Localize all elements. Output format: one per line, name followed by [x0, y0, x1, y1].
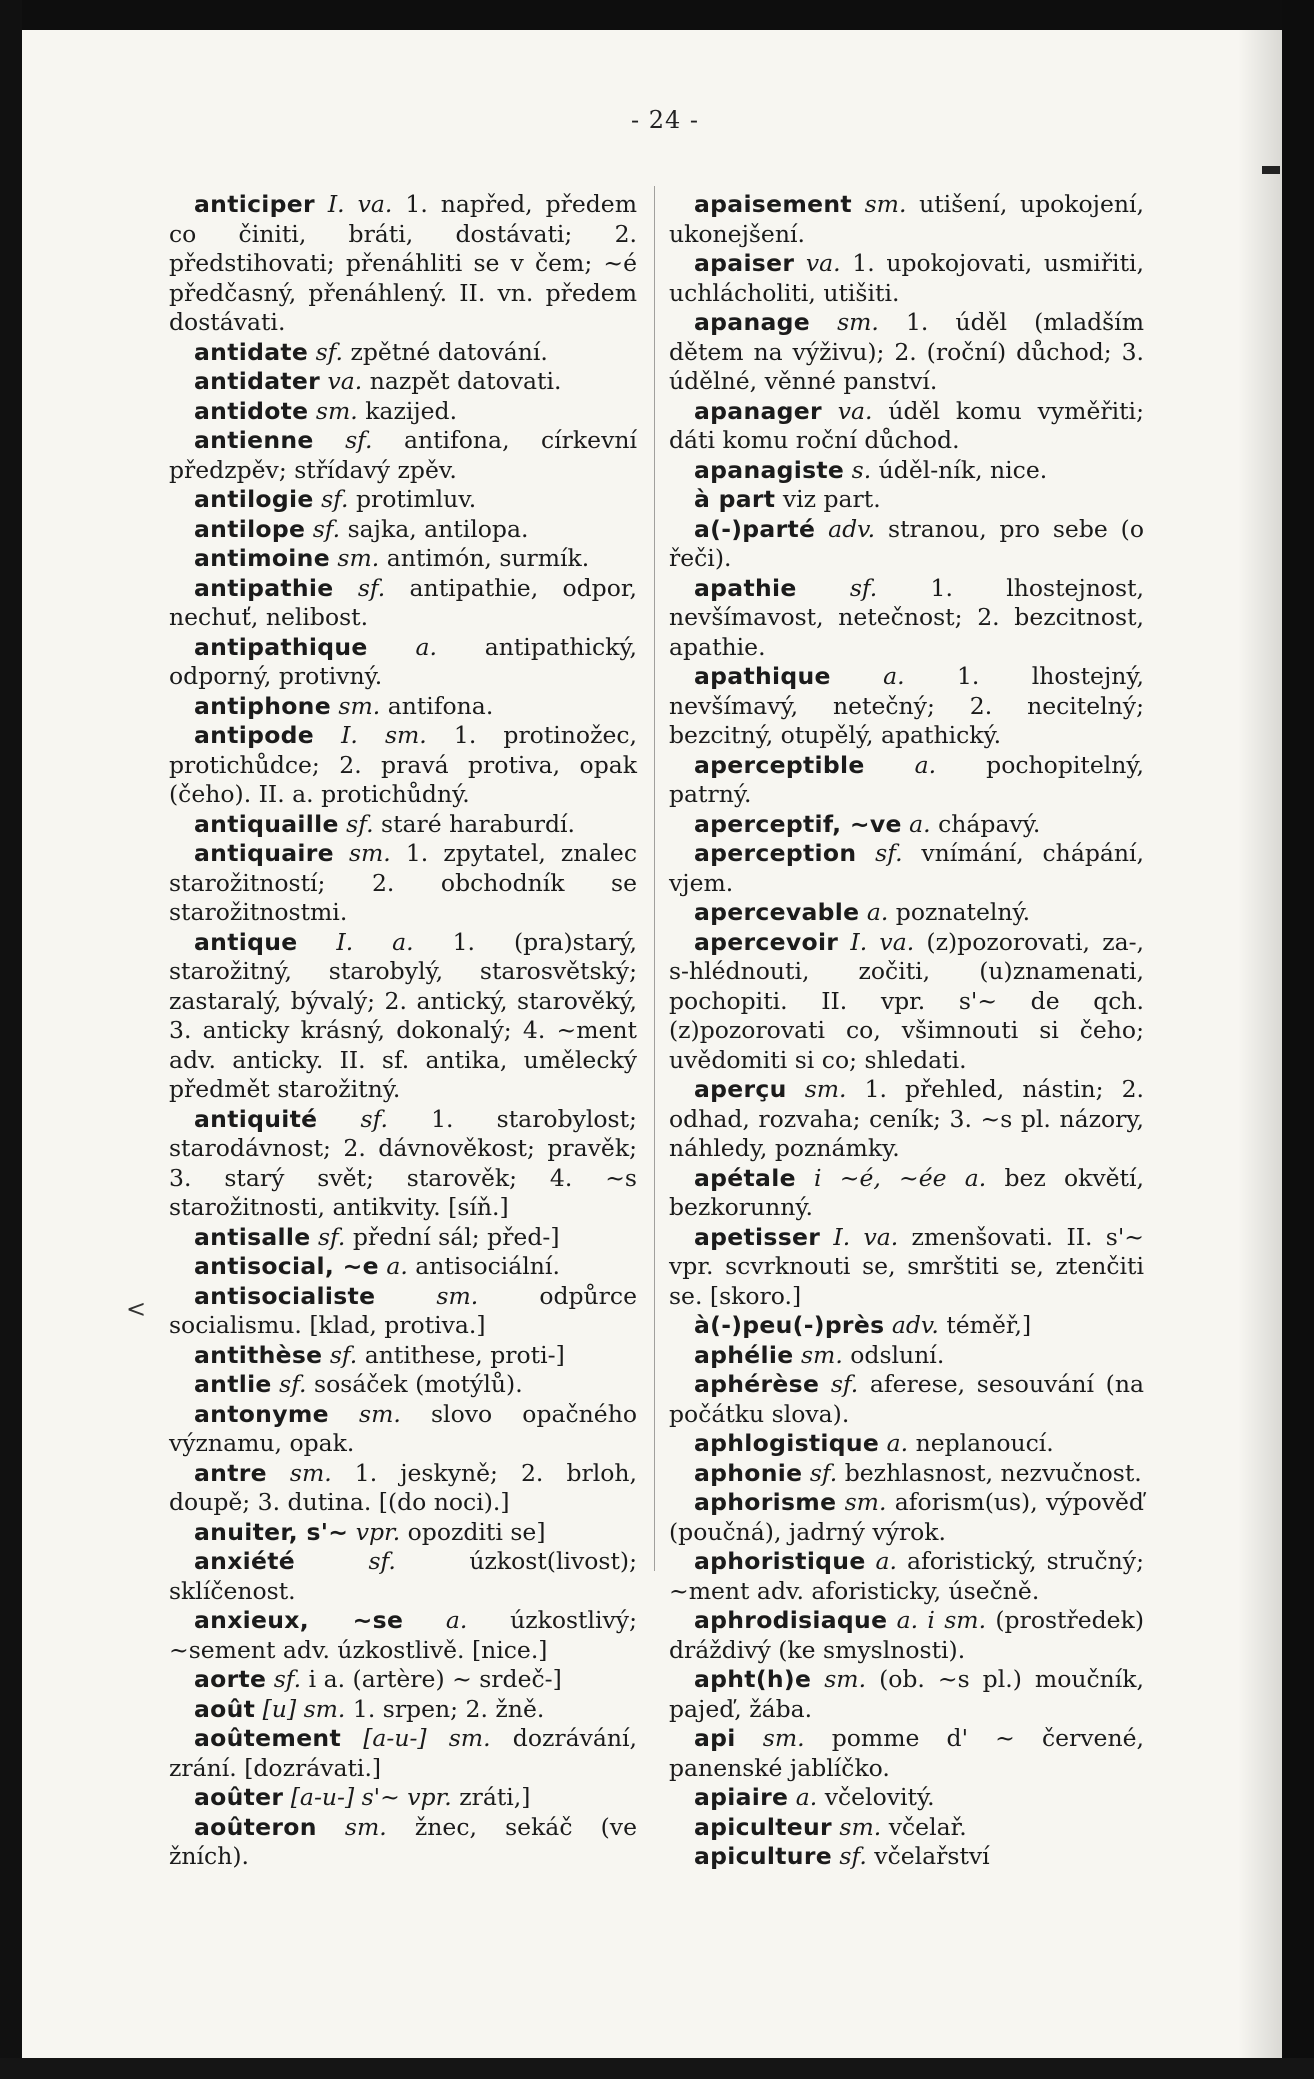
dictionary-entry: [669, 308, 1144, 397]
entry-headword: api: [694, 1724, 736, 1752]
entry-definition: 1. napřed, předem co činiti, bráti, dostávati; 2. předstihovati; přenáhliti se v čem; ~é předčasný, přenáhlený. II. vn. předem dostávati.: [169, 190, 638, 336]
dictionary-entry: [669, 1223, 1144, 1312]
dictionary-entry: [169, 367, 637, 397]
dictionary-column-left: [169, 190, 637, 1872]
dictionary-entry: [669, 810, 1144, 840]
dictionary-entry: [169, 544, 637, 574]
entry-definition: nazpět datovati.: [362, 367, 562, 395]
entry-headword: apiculteur: [694, 1812, 832, 1841]
dictionary-entry: [169, 839, 637, 928]
dictionary-entry: [169, 1341, 637, 1371]
entry-grammar: sm.: [810, 308, 879, 336]
entry-grammar: a.: [378, 1252, 408, 1280]
dictionary-column-right: [669, 190, 1144, 1872]
entry-grammar: a.: [865, 1547, 898, 1575]
entry-grammar: sf.: [310, 1222, 346, 1251]
dictionary-entry: [169, 633, 637, 692]
entry-headword: aoûtement: [194, 1724, 341, 1752]
dictionary-entry: [669, 1547, 1144, 1606]
entry-definition: odpůrce socialismu. [klad, protiva.]: [169, 1281, 637, 1339]
dictionary-entry: [169, 426, 637, 485]
page-gutter-shadow: [1238, 30, 1282, 2058]
entry-grammar: va.: [794, 249, 841, 277]
entry-definition: bez okvětí, bezkorunný.: [669, 1163, 1144, 1221]
scan-border-left: [0, 0, 22, 2079]
entry-headword: apercevoir: [694, 927, 839, 956]
dictionary-entry: [169, 721, 637, 810]
entry-grammar: I. sm.: [314, 721, 427, 749]
entry-definition: úděl komu vyměřiti; dáti komu roční důchod.: [669, 396, 1144, 454]
entry-definition: aforistický, stručný; ~ment adv. aforisticky, úsečně.: [669, 1547, 1144, 1605]
entry-headword: antiquité: [194, 1104, 318, 1133]
entry-definition: žnec, sekáč (ve žních).: [169, 1812, 637, 1870]
entry-headword: apathique: [694, 662, 831, 690]
entry-definition: 1. protinožec, protichůdce; 2. pravá protiva, opak (čeho). II. a. protichůdný.: [169, 721, 637, 808]
dictionary-entry: [669, 839, 1144, 898]
entry-grammar: sm.: [308, 396, 358, 425]
entry-headword: antiphone: [194, 691, 331, 720]
entry-definition: pochopitelný, patrný.: [669, 750, 1145, 808]
entry-headword: aphélie: [694, 1340, 794, 1369]
dictionary-entry: [669, 751, 1144, 810]
entry-definition: 1. starobylost; starodávnost; 2. dávnověkost; pravěk; 3. starý svět; starověk; 4. ~s starožitnosti, antikvity. [síň.]: [169, 1104, 637, 1221]
entry-headword: antiquaire: [194, 839, 334, 867]
entry-definition: sajka, antilopa.: [340, 514, 529, 543]
dictionary-entry: [669, 1370, 1144, 1429]
entry-headword: antiquaille: [194, 809, 339, 838]
fold-mark: [1262, 166, 1280, 174]
entry-headword: antique: [194, 927, 298, 956]
entry-definition: (z)pozorovati, za-, s-hlédnouti, zočiti, (u)znamenati, pochopiti. II. vpr. s'~ de qch. (z)pozorovati co, všimnouti si čeho; uvědomiti si co; shledati.: [669, 927, 1145, 1074]
entry-headword: antipathique: [194, 632, 368, 661]
dictionary-entry: [669, 1724, 1144, 1783]
entry-headword: août: [194, 1694, 256, 1723]
dictionary-entry: [169, 1518, 637, 1548]
dictionary-entry: [169, 1547, 637, 1606]
entry-grammar: [a-u-] s'~ vpr.: [283, 1783, 452, 1811]
entry-headword: aperceptif, ~ve: [694, 809, 902, 838]
entry-headword: à(-)peu(-)près: [694, 1311, 885, 1339]
column-divider: [654, 186, 655, 1571]
dictionary-entry: [669, 1665, 1144, 1724]
entry-definition: stranou, pro sebe (o řeči).: [669, 514, 1144, 572]
entry-headword: aphonie: [694, 1458, 803, 1487]
entry-grammar: a.: [864, 750, 937, 779]
dictionary-entry: [669, 662, 1144, 751]
entry-definition: 1. jeskyně; 2. brloh, doupě; 3. dutina. [(do noci).]: [169, 1458, 637, 1516]
entry-headword: aphoristique: [694, 1547, 866, 1575]
dictionary-entry: [169, 485, 637, 515]
dictionary-entry: [169, 397, 637, 427]
entry-definition: aforism(us), výpověď (poučná), jadrný výrok.: [669, 1488, 1144, 1546]
dictionary-entry: [669, 898, 1144, 928]
dictionary-entry: [169, 1783, 637, 1813]
entry-grammar: sm.: [375, 1281, 479, 1310]
entry-headword: aperception: [694, 839, 857, 867]
entry-grammar: sf.: [313, 485, 349, 513]
entry-headword: aphérèse: [694, 1370, 820, 1398]
entry-grammar: adv.: [815, 514, 876, 543]
entry-definition: úděl-ník, nice.: [871, 455, 1048, 484]
entry-grammar: sm.: [266, 1458, 332, 1487]
entry-headword: antlie: [194, 1370, 272, 1398]
entry-definition: zráti,]: [451, 1783, 531, 1811]
entry-grammar: a.: [859, 898, 889, 926]
entry-grammar: I. va.: [820, 1222, 899, 1251]
entry-headword: apaiser: [694, 249, 795, 277]
entry-definition: sosáček (motýlů).: [306, 1370, 523, 1398]
dictionary-entry: [169, 1724, 637, 1783]
entry-headword: antre: [194, 1458, 267, 1487]
entry-headword: apanage: [694, 308, 810, 336]
entry-headword: aoûter: [194, 1783, 284, 1811]
entry-headword: antonyme: [194, 1399, 329, 1428]
entry-definition: bezhlasnost, nezvučnost.: [837, 1458, 1142, 1487]
entry-headword: apetisser: [694, 1222, 821, 1251]
dictionary-entry: [169, 515, 637, 545]
entry-definition: úzkostlivý; ~sement adv. úzkostlivě. [nice.]: [169, 1606, 637, 1664]
entry-headword: antidate: [194, 337, 309, 366]
dictionary-entry: [669, 1164, 1144, 1223]
entry-grammar: [u] sm.: [255, 1694, 346, 1723]
entry-definition: 1. zpytatel, znalec starožitností; 2. obchodník se starožitnostmi.: [169, 839, 637, 926]
entry-definition: odsluní.: [842, 1340, 945, 1369]
entry-grammar: a.: [367, 632, 437, 661]
entry-headword: antilope: [194, 514, 306, 543]
entry-grammar: sm.: [330, 691, 381, 720]
dictionary-entry: [169, 1282, 637, 1341]
entry-definition: 1. úděl (mladším dětem na výživu); 2. (roční) důchod; 3. údělné, věnné panství.: [669, 308, 1144, 395]
dictionary-entry: [669, 1606, 1144, 1665]
entry-definition: 1. (pra)starý, starožitný, starobylý, starosvětský; zastaralý, bývalý; 2. antický, starověký, 3. anticky krásný, dokonalý; 4. ~ment adv. anticky. II. sf. antika, umělecký předmět starožitný.: [169, 927, 637, 1103]
dictionary-entry: [169, 1606, 637, 1665]
entry-grammar: sm.: [831, 1812, 882, 1841]
entry-grammar: sf.: [338, 809, 374, 838]
entry-grammar: sm.: [333, 839, 391, 867]
entry-definition: 1. přehled, nástin; 2. odhad, rozvaha; ceník; 3. ~s pl. názory, náhledy, poznámky.: [669, 1075, 1144, 1162]
entry-grammar: sm.: [851, 190, 907, 218]
entry-definition: staré haraburdí.: [373, 809, 576, 838]
dictionary-entry: [169, 338, 637, 368]
entry-definition: 1. lhostejný, nevšímavý, netečný; 2. necitelný; bezcitný, otupělý, apathický.: [669, 662, 1144, 749]
entry-definition: antimón, surmík.: [379, 544, 590, 572]
entry-headword: aoûteron: [194, 1812, 317, 1841]
entry-grammar: sm.: [316, 1812, 387, 1841]
entry-grammar: va.: [821, 396, 873, 425]
entry-definition: antithese, proti-]: [357, 1340, 565, 1369]
entry-grammar: va.: [320, 367, 363, 395]
dictionary-entry: [669, 515, 1144, 574]
dictionary-entry: [169, 1813, 637, 1872]
entry-headword: antilogie: [194, 485, 314, 513]
entry-headword: antisocial, ~e: [194, 1252, 379, 1280]
entry-grammar: a.: [830, 662, 905, 690]
entry-headword: aperçu: [694, 1075, 787, 1103]
entry-grammar: I. va.: [838, 927, 915, 956]
entry-definition: protimluv.: [348, 485, 477, 513]
dictionary-entry: [169, 1400, 637, 1459]
dictionary-entry: [169, 1665, 637, 1695]
dictionary-entry: [669, 1459, 1144, 1489]
entry-definition: chápavý.: [930, 809, 1041, 838]
entry-definition: 1. srpen; 2. žně.: [345, 1694, 545, 1723]
entry-grammar: I. va.: [314, 190, 393, 218]
dictionary-entry: [169, 190, 637, 338]
entry-headword: apanager: [694, 396, 822, 425]
entry-definition: (ob. ~s pl.) moučník, pajeď, žába.: [669, 1665, 1144, 1723]
dictionary-entry: [669, 485, 1144, 515]
entry-grammar: I. a.: [297, 927, 414, 956]
entry-definition: včelař.: [881, 1812, 967, 1841]
entry-grammar: sm.: [836, 1488, 887, 1516]
entry-definition: dozrávání, zrání. [dozrávati.]: [169, 1724, 637, 1782]
entry-definition: poznatelný.: [888, 898, 1031, 926]
entry-grammar: sf.: [802, 1458, 838, 1487]
entry-grammar: sm.: [735, 1724, 805, 1752]
entry-definition: přední sál; před-]: [345, 1222, 560, 1251]
entry-headword: antienne: [194, 426, 314, 454]
entry-definition: antisociální.: [407, 1252, 560, 1280]
entry-headword: anxieux, ~se: [194, 1606, 404, 1634]
entry-headword: antidote: [194, 396, 309, 425]
entry-definition: neplanoucí.: [908, 1429, 1054, 1457]
entry-headword: apercevable: [694, 898, 860, 926]
entry-grammar: sm.: [329, 544, 380, 572]
entry-definition: i a. (artère) ~ srdeč-]: [301, 1665, 562, 1693]
margin-mark: <: [126, 1295, 147, 1323]
entry-headword: antidater: [194, 367, 321, 395]
entry-grammar: sf.: [856, 839, 903, 867]
dictionary-entry: [169, 1370, 637, 1400]
dictionary-entry: [669, 1429, 1144, 1459]
scan-border-top: [0, 0, 1314, 30]
dictionary-entry: [669, 1311, 1144, 1341]
entry-definition: antifona.: [380, 691, 494, 720]
entry-headword: anuiter, s'~: [194, 1517, 349, 1546]
entry-headword: aperceptible: [694, 750, 865, 779]
entry-definition: antipathie, odpor, nechuť, nelibost.: [169, 573, 637, 631]
dictionary-entry: [169, 810, 637, 840]
entry-headword: antimoine: [194, 544, 330, 572]
entry-headword: antisalle: [194, 1222, 311, 1251]
dictionary-entry: [669, 1488, 1144, 1547]
entry-definition: zmenšovati. II. s'~ vpr. scvrknouti se, smrštiti se, ztenčiti se. [skoro.]: [669, 1222, 1144, 1310]
entry-headword: a(-)parté: [694, 514, 816, 543]
entry-grammar: a.: [403, 1606, 468, 1634]
dictionary-entry: [669, 397, 1144, 456]
entry-grammar: sm.: [328, 1399, 401, 1428]
entry-headword: antithèse: [194, 1340, 323, 1369]
entry-headword: à part: [694, 485, 776, 513]
entry-headword: antipode: [194, 721, 315, 749]
entry-headword: apiaire: [694, 1783, 789, 1811]
entry-headword: aphorisme: [694, 1488, 837, 1516]
dictionary-entry: [669, 249, 1144, 308]
entry-grammar: sf.: [295, 1547, 396, 1575]
entry-definition: 1. lhostejnost, nevšímavost, netečnost; 2. bezcitnost, apathie.: [669, 573, 1144, 661]
entry-headword: aphlogistique: [694, 1429, 880, 1457]
dictionary-entry: [669, 1783, 1144, 1813]
entry-headword: apanagiste: [694, 455, 845, 484]
entry-definition: pomme d' ~ červené, panenské jablíčko.: [669, 1724, 1144, 1782]
dictionary-entry: [169, 692, 637, 722]
entry-headword: antisocialiste: [194, 1281, 376, 1310]
dictionary-entry: [169, 1459, 637, 1518]
dictionary-entry: [669, 574, 1144, 663]
entry-definition: (prostředek) dráždivý (ke smyslnosti).: [669, 1606, 1144, 1664]
entry-headword: anticiper: [194, 190, 315, 218]
entry-grammar: a. i sm.: [887, 1606, 987, 1634]
entry-grammar: sf.: [333, 573, 386, 602]
dictionary-entry: [169, 1695, 637, 1725]
dictionary-entry: [669, 1075, 1144, 1164]
dictionary-entry: [669, 928, 1144, 1076]
entry-definition: včelařství: [866, 1842, 990, 1870]
dictionary-entry: [169, 1223, 637, 1253]
entry-grammar: [a-u-] sm.: [341, 1724, 491, 1752]
entry-grammar: sf.: [322, 1340, 358, 1369]
entry-headword: apétale: [694, 1163, 796, 1192]
entry-grammar: sf.: [819, 1370, 859, 1398]
entry-grammar: sf.: [831, 1842, 867, 1870]
entry-definition: aferese, sesouvání (na počátku slova).: [669, 1370, 1144, 1428]
entry-headword: apht(h)e: [694, 1665, 812, 1693]
entry-grammar: a.: [901, 809, 931, 838]
entry-definition: včelovitý.: [817, 1783, 935, 1811]
dictionary-entry: [669, 456, 1144, 486]
dictionary-entry: [669, 1341, 1144, 1371]
dictionary-entry: [169, 1252, 637, 1282]
entry-grammar: sf.: [266, 1665, 302, 1693]
entry-grammar: sf.: [305, 514, 341, 543]
dictionary-entry: [669, 1813, 1144, 1843]
entry-definition: antipathický, odporný, protivný.: [169, 632, 637, 690]
dictionary-entry: [169, 928, 637, 1105]
dictionary-entry: [669, 190, 1144, 249]
entry-grammar: sm.: [811, 1665, 867, 1693]
dictionary-entry: [169, 1105, 637, 1223]
entry-grammar: sf.: [317, 1104, 388, 1133]
entry-headword: apaisement: [694, 190, 852, 218]
entry-grammar: i ~é, ~ée a.: [795, 1163, 987, 1192]
entry-grammar: sf.: [796, 573, 878, 602]
entry-grammar: sf.: [308, 337, 344, 366]
entry-headword: apiculture: [694, 1842, 832, 1870]
entry-headword: anxiété: [194, 1547, 296, 1575]
entry-grammar: s.: [844, 455, 872, 484]
entry-definition: utišení, upokojení, ukonejšení.: [669, 190, 1144, 248]
page-number: - 24 -: [630, 106, 699, 134]
entry-grammar: vpr.: [348, 1517, 401, 1546]
entry-headword: apathie: [694, 573, 797, 602]
entry-grammar: a.: [879, 1429, 909, 1457]
entry-headword: antipathie: [194, 573, 334, 602]
entry-definition: slovo opačného významu, opak.: [169, 1399, 637, 1457]
scan-border-bottom: [0, 2058, 1314, 2079]
dictionary-entry: [669, 1842, 1144, 1872]
entry-headword: aorte: [194, 1665, 267, 1693]
entry-definition: kazijed.: [357, 396, 458, 425]
entry-definition: antifona, církevní předzpěv; střídavý zpěv.: [169, 426, 637, 484]
entry-grammar: sm.: [793, 1340, 843, 1369]
entry-definition: 1. upokojovati, usmiřiti, uchlácholiti, utišiti.: [669, 249, 1144, 307]
entry-grammar: sf.: [313, 426, 373, 454]
entry-definition: úzkost(livost); sklíčenost.: [169, 1547, 637, 1605]
entry-grammar: adv.: [884, 1311, 939, 1339]
scan-border-right: [1282, 0, 1314, 2079]
entry-definition: viz part.: [775, 485, 881, 513]
dictionary-entry: [169, 574, 637, 633]
entry-definition: zpětné datování.: [343, 337, 548, 366]
entry-grammar: sm.: [786, 1075, 847, 1103]
entry-grammar: sf.: [271, 1370, 307, 1398]
entry-grammar: a.: [788, 1783, 818, 1811]
entry-definition: téměř,]: [938, 1311, 1032, 1339]
entry-definition: vnímání, chápání, vjem.: [669, 839, 1144, 897]
entry-headword: aphrodisiaque: [694, 1606, 888, 1634]
entry-definition: opozditi se]: [400, 1517, 546, 1546]
